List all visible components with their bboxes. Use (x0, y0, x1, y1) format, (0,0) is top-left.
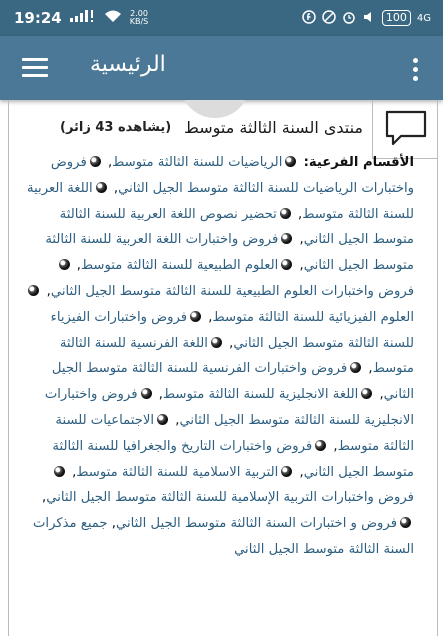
subforum-entry: فروض واختبارات الفرنسية للسنة الثالثة متوسط الجيل الثاني, (51, 361, 414, 403)
subforum-link[interactable]: الرياضيات للسنة الثالثة متوسط (112, 155, 283, 170)
subforum-entry: التربية الاسلامية للسنة الثالثة متوسط, (68, 465, 295, 480)
globe-icon (190, 311, 201, 322)
globe-icon (285, 156, 296, 167)
scroll-indicator[interactable] (180, 100, 250, 118)
chat-bubble-icon (385, 110, 427, 150)
globe-icon (281, 233, 292, 244)
globe-icon (54, 466, 65, 477)
wifi-icon (104, 10, 122, 27)
subforum-link[interactable]: اللغة الانجليزية للسنة الثالثة متوسط (162, 387, 359, 403)
sound-icon (362, 10, 376, 27)
network-speed: 2.00 KB/S (129, 9, 149, 26)
subforum-link[interactable]: فروض واختبارات التربية الإسلامية للسنة الثالثة متوسط الجيل الثاني (46, 490, 414, 506)
globe-icon (59, 259, 70, 270)
subforum-link[interactable]: فروض واختبارات الرياضيات للسنة الثالثة متوسط الجيل الثاني (50, 155, 414, 196)
subforum-entry: تحضير نصوص اللغة العربية للسنة الثالثة متوسط الجيل الثاني, (59, 206, 414, 248)
subforum-entry: فروض واختبارات الفيزياء للسنة الثالثة متوسط الجيل الثاني, (50, 309, 414, 351)
globe-icon (96, 182, 107, 193)
battery-icon: 100 (382, 10, 411, 26)
status-bar (0, 0, 443, 36)
subforum-link[interactable]: فروض واختبارات التاريخ والجغرافيا للسنة الثالثة متوسط الجيل الثاني (52, 438, 414, 480)
globe-icon (400, 517, 411, 528)
subforum-entry: فروض واختبارات اللغة العربية للسنة الثالثة متوسط الجيل الثاني, (45, 232, 414, 274)
subforum-link[interactable]: الاجتماعيات للسنة الثالثة متوسط (55, 412, 414, 454)
subforum-entry: فروض واختبارات الرياضيات للسنة الثالثة متوسط الجيل الثاني, (50, 155, 414, 196)
subforum-link[interactable]: جميع مذكرات السنة الثالثة متوسط الجيل الثاني (33, 516, 414, 557)
subforum-entry: الرياضيات للسنة الثالثة متوسط, (104, 155, 300, 170)
subforum-entry: فروض واختبارات التربية الإسلامية للسنة الثالثة متوسط الجيل الثاني, (42, 465, 414, 506)
status-time: 19:24 (14, 9, 62, 27)
globe-icon (281, 259, 292, 270)
subforum-link[interactable]: فروض واختبارات الانجليزية للسنة الثالثة متوسط الجيل الثاني (44, 387, 414, 428)
subforum-entry: العلوم الطبيعية للسنة الثالثة متوسط, (73, 258, 296, 273)
subforum-entry: اللغة الفرنسية للسنة الثالثة متوسط, (59, 335, 414, 377)
globe-icon (157, 414, 168, 425)
globe-icon (281, 466, 292, 477)
subforum-entry: اللغة العربية للسنة الثالثة متوسط, (27, 180, 414, 222)
subforum-link[interactable]: فروض واختبارات الفيزياء للسنة الثالثة متوسط الجيل الثاني (50, 309, 414, 351)
more-options-icon[interactable] (413, 58, 419, 85)
globe-icon (90, 156, 101, 167)
facebook-icon (302, 10, 316, 27)
subforum-entry: فروض واختبارات التاريخ والجغرافيا للسنة الثالثة متوسط الجيل الثاني, (52, 438, 414, 480)
mute-icon (322, 10, 336, 27)
subforum-link[interactable]: فروض واختبارات اللغة العربية للسنة الثالثة متوسط الجيل الثاني (45, 232, 414, 274)
visitor-count: (يشاهده 43 زائر) (60, 120, 172, 135)
subforum-entry: فروض و اختبارات السنة الثالثة متوسط الجيل الثاني, (108, 516, 414, 531)
subforum-link[interactable]: اللغة الفرنسية للسنة الثالثة متوسط (59, 335, 414, 377)
subforum-link[interactable]: اللغة العربية للسنة الثالثة متوسط (27, 180, 414, 222)
signal-icon (70, 10, 96, 26)
subforum-link[interactable]: العلوم الفيزيائية للسنة الثالثة متوسط (212, 309, 414, 325)
app-bar (0, 36, 443, 100)
subforum-list (22, 150, 414, 563)
page-title: الرئيسية (90, 52, 166, 77)
globe-icon (141, 388, 152, 399)
menu-icon[interactable] (22, 58, 48, 78)
subforum-entry: الاجتماعيات للسنة الثالثة متوسط, (55, 412, 414, 454)
subforum-link[interactable]: فروض واختبارات الفرنسية للسنة الثالثة متوسط الجيل الثاني (51, 361, 414, 403)
forum-title[interactable]: منتدى السنة الثالثة متوسط (184, 118, 363, 137)
globe-icon (211, 337, 222, 348)
subforum-entry: اللغة الانجليزية للسنة الثالثة متوسط, (155, 387, 376, 402)
globe-icon (280, 208, 291, 219)
subforum-link[interactable]: فروض و اختبارات السنة الثالثة متوسط الجيل الثاني (115, 516, 397, 532)
subforum-link[interactable]: تحضير نصوص اللغة العربية للسنة الثالثة متوسط الجيل الثاني (59, 206, 414, 248)
subforum-entry: فروض واختبارات العلوم الطبيعية للسنة الثالثة متوسط الجيل الثاني, (42, 258, 414, 299)
globe-icon (350, 362, 361, 373)
globe-icon (315, 440, 326, 451)
globe-icon (28, 285, 39, 296)
subforum-link[interactable]: التربية الاسلامية للسنة الثالثة متوسط (76, 464, 279, 480)
globe-icon (361, 388, 372, 399)
signal-4g-label: 4G (416, 12, 431, 24)
subforum-link[interactable]: فروض واختبارات العلوم الطبيعية للسنة الثالثة متوسط الجيل الثاني (50, 283, 414, 299)
subforum-link[interactable]: العلوم الطبيعية للسنة الثالثة متوسط (80, 258, 279, 274)
subforums-label: الأقسام الفرعية: (303, 155, 414, 170)
subforum-entry: فروض واختبارات الانجليزية للسنة الثالثة متوسط الجيل الثاني, (44, 387, 414, 428)
alarm-icon (342, 10, 356, 27)
subforum-entry: العلوم الفيزيائية للسنة الثالثة متوسط, (25, 284, 414, 325)
